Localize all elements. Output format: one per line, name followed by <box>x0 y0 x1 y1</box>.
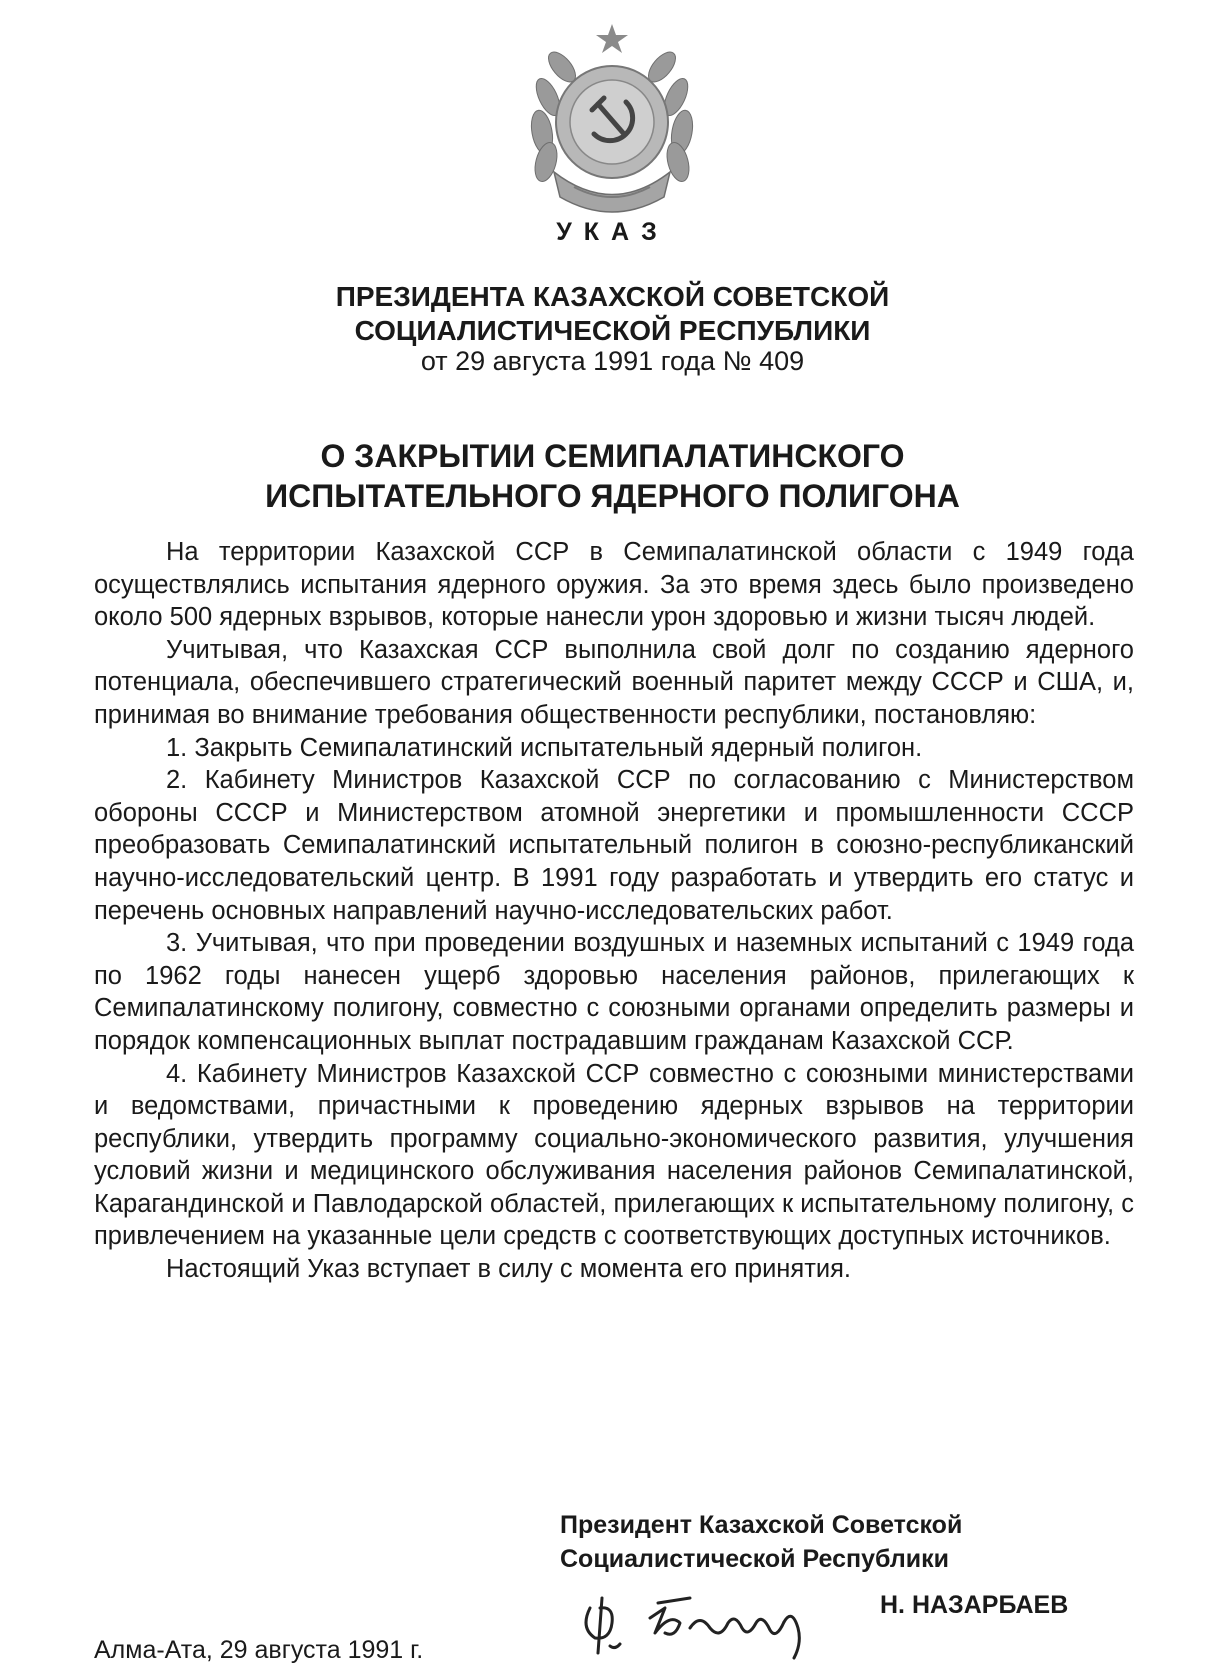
issuer-line-2: СОЦИАЛИСТИЧЕСКОЙ РЕСПУБЛИКИ <box>354 315 871 346</box>
decree-date-number: от 29 августа 1991 года № 409 <box>420 346 805 376</box>
paragraph-considering: Учитывая, что Казахская ССР выполнила свой долг по созданию ядерного потенциала, обеспечившего стратегический военный паритет между СССР и США, и, принимая во внимание требования общественности республики, постановляю: <box>94 635 1134 729</box>
paragraph-preamble: На территории Казахской ССР в Семипалатинской области с 1949 года осуществлялись испытания ядерного оружия. За это время здесь было произведено около 500 ядерных взрывов, которые нанесли урон здоровью и жизни тысяч людей. <box>94 538 1134 632</box>
document-type: УКАЗ <box>556 218 669 246</box>
state-emblem-icon <box>514 22 710 222</box>
decree-subject <box>0 436 1225 516</box>
item-2: 2. Кабинету Министров Казахской ССР по согласованию с Министерством обороны СССР и Министерством атомной энергетики и промышленности СССР преобразовать Семипалатинский испытательный полигон в союзно-республиканский научно-исследовательский центр. В 1991 году разработать и утвердить его статус и перечень основных направлений научно-исследовательских работ. <box>94 766 1134 925</box>
paragraph-closing: Настоящий Указ вступает в силу с момента его принятия. <box>166 1255 852 1284</box>
item-4: 4. Кабинету Министров Казахской ССР совместно с союзными министерствами и ведомствами, причастными к проведению ядерных взрывов на территории республики, утвердить программу социально-экономического развития, улучшения условий жизни и медицинского обслуживания населения районов Семипалатинской, Карагандинской и Павлодарской областей, прилегающих к испытательному полигону, с привлечением на указанные цели средств с соответствующих доступных источников. <box>94 1059 1134 1251</box>
signatory-title-line-2: Социалистической Республики <box>560 1545 949 1573</box>
signatory-title-line-1: Президент Казахской Советской <box>560 1511 963 1539</box>
issuer-line-1: ПРЕЗИДЕНТА КАЗАХСКОЙ СОВЕТСКОЙ <box>335 281 890 312</box>
signatory-name: Н. НАЗАРБАЕВ <box>880 1591 1069 1619</box>
signatory-title <box>560 1508 962 1576</box>
subject-line-1: О ЗАКРЫТИИ СЕМИПАЛАТИНСКОГО <box>320 438 905 474</box>
place-and-date: Алма-Ата, 29 августа 1991 г. <box>94 1636 424 1664</box>
issuer-title <box>0 280 1225 348</box>
handwritten-signature <box>570 1578 870 1668</box>
decree-body <box>94 536 1134 1286</box>
item-3: 3. Учитывая, что при проведении воздушных и наземных испытаний с 1949 года по 1962 годы нанесен ущерб здоровью населения районов, прилегающих к Семипалатинскому полигону, совместно с союзными органами определить размеры и порядок компенсационных выплат пострадавшим гражданам Казахской ССР. <box>94 929 1134 1055</box>
item-1: 1. Закрыть Семипалатинский испытательный ядерный полигон. <box>166 733 923 762</box>
subject-line-2: ИСПЫТАТЕЛЬНОГО ЯДЕРНОГО ПОЛИГОНА <box>265 478 960 514</box>
